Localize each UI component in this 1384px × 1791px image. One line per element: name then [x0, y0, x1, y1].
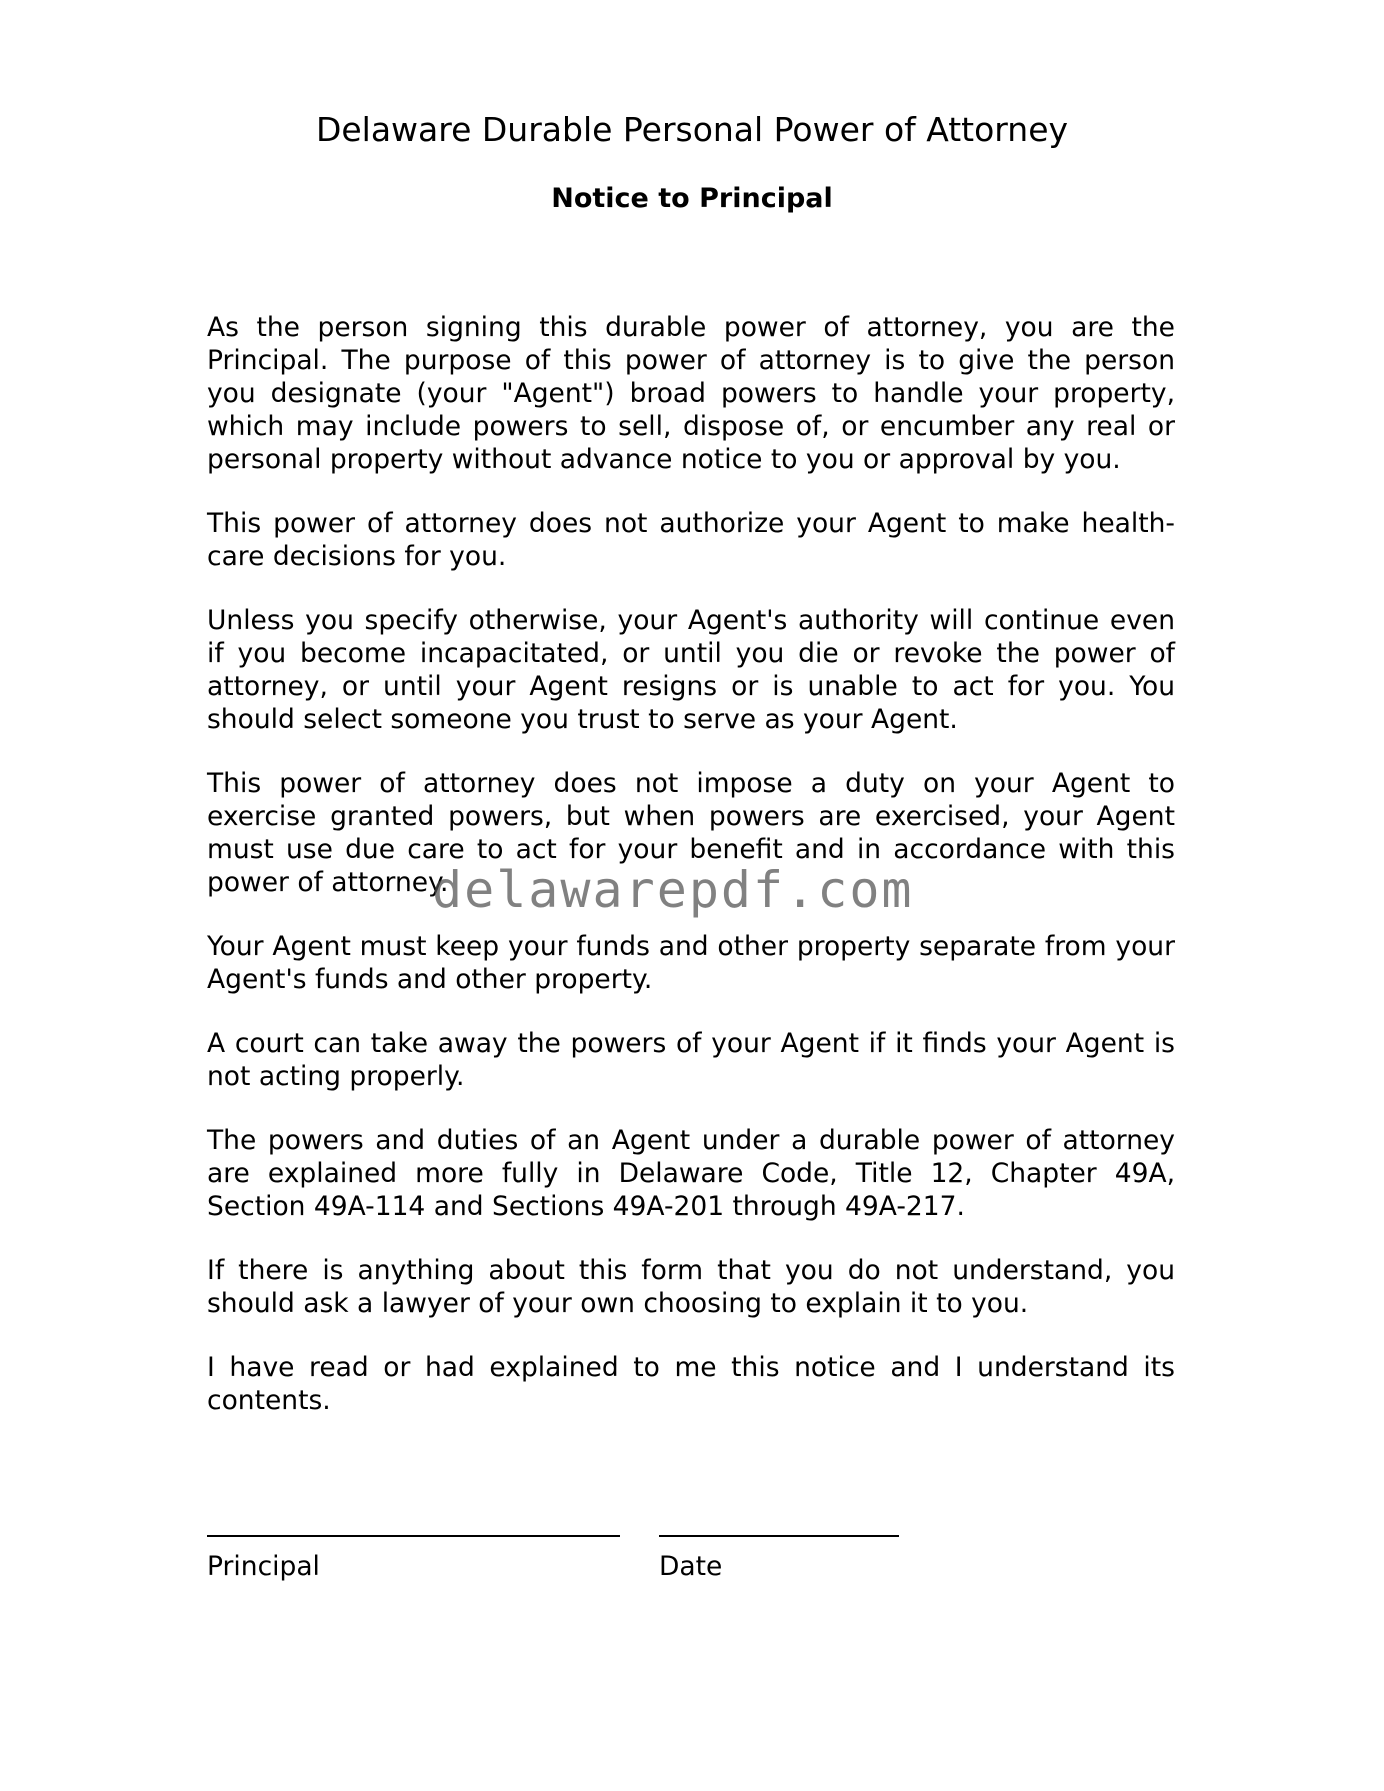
- paragraph-agent-duty: This power of attorney does not impose a duty on your Agent to exercise granted powers, but when powers are exercised, your Agent must use due care to act for your benefit and in accordance with this power of attorney.: [207, 768, 1175, 898]
- principal-signature-line[interactable]: [207, 1534, 620, 1537]
- signature-block: [207, 1534, 907, 1614]
- paragraph-principal-purpose: As the person signing this durable power of attorney, you are the Principal. The purpose of this power of attorney is to give the person you designate (your "Agent") broad powers to handle your property, which may include powers to sell, dispose of, or encumber any real or personal property without advance notice to you or approval by you.: [207, 312, 1175, 475]
- principal-label: Principal: [207, 1551, 320, 1582]
- paragraph-court-powers: A court can take away the powers of your Agent if it finds your Agent is not acting properly.: [207, 1028, 1175, 1092]
- date-signature-line[interactable]: [659, 1534, 899, 1537]
- paragraph-acknowledgement: I have read or had explained to me this notice and I understand its contents.: [207, 1352, 1175, 1416]
- notice-body: [207, 311, 1175, 1448]
- paragraph-ask-lawyer: If there is anything about this form that you do not understand, you should ask a lawyer of your own choosing to explain it to you.: [207, 1255, 1175, 1319]
- date-label: Date: [659, 1551, 723, 1582]
- paragraph-separate-funds: Your Agent must keep your funds and other property separate from your Agent's funds and other property.: [207, 931, 1175, 995]
- paragraph-authority-duration: Unless you specify otherwise, your Agent's authority will continue even if you become incapacitated, or until you die or revoke the power of attorney, or until your Agent resigns or is unable to act for you. You should select someone you trust to serve as your Agent.: [207, 605, 1175, 735]
- document-title: Delaware Durable Personal Power of Attorney: [315, 110, 1069, 149]
- paragraph-delaware-code: The powers and duties of an Agent under a durable power of attorney are explained more fully in Delaware Code, Title 12, Chapter 49A, Section 49A-114 and Sections 49A-201 through 49A-217.: [207, 1125, 1175, 1222]
- notice-heading: Notice to Principal: [551, 183, 833, 214]
- site-watermark: delawarepdf.com: [432, 861, 914, 919]
- paragraph-health-care: This power of attorney does not authorize your Agent to make health-care decisions for you.: [207, 508, 1175, 572]
